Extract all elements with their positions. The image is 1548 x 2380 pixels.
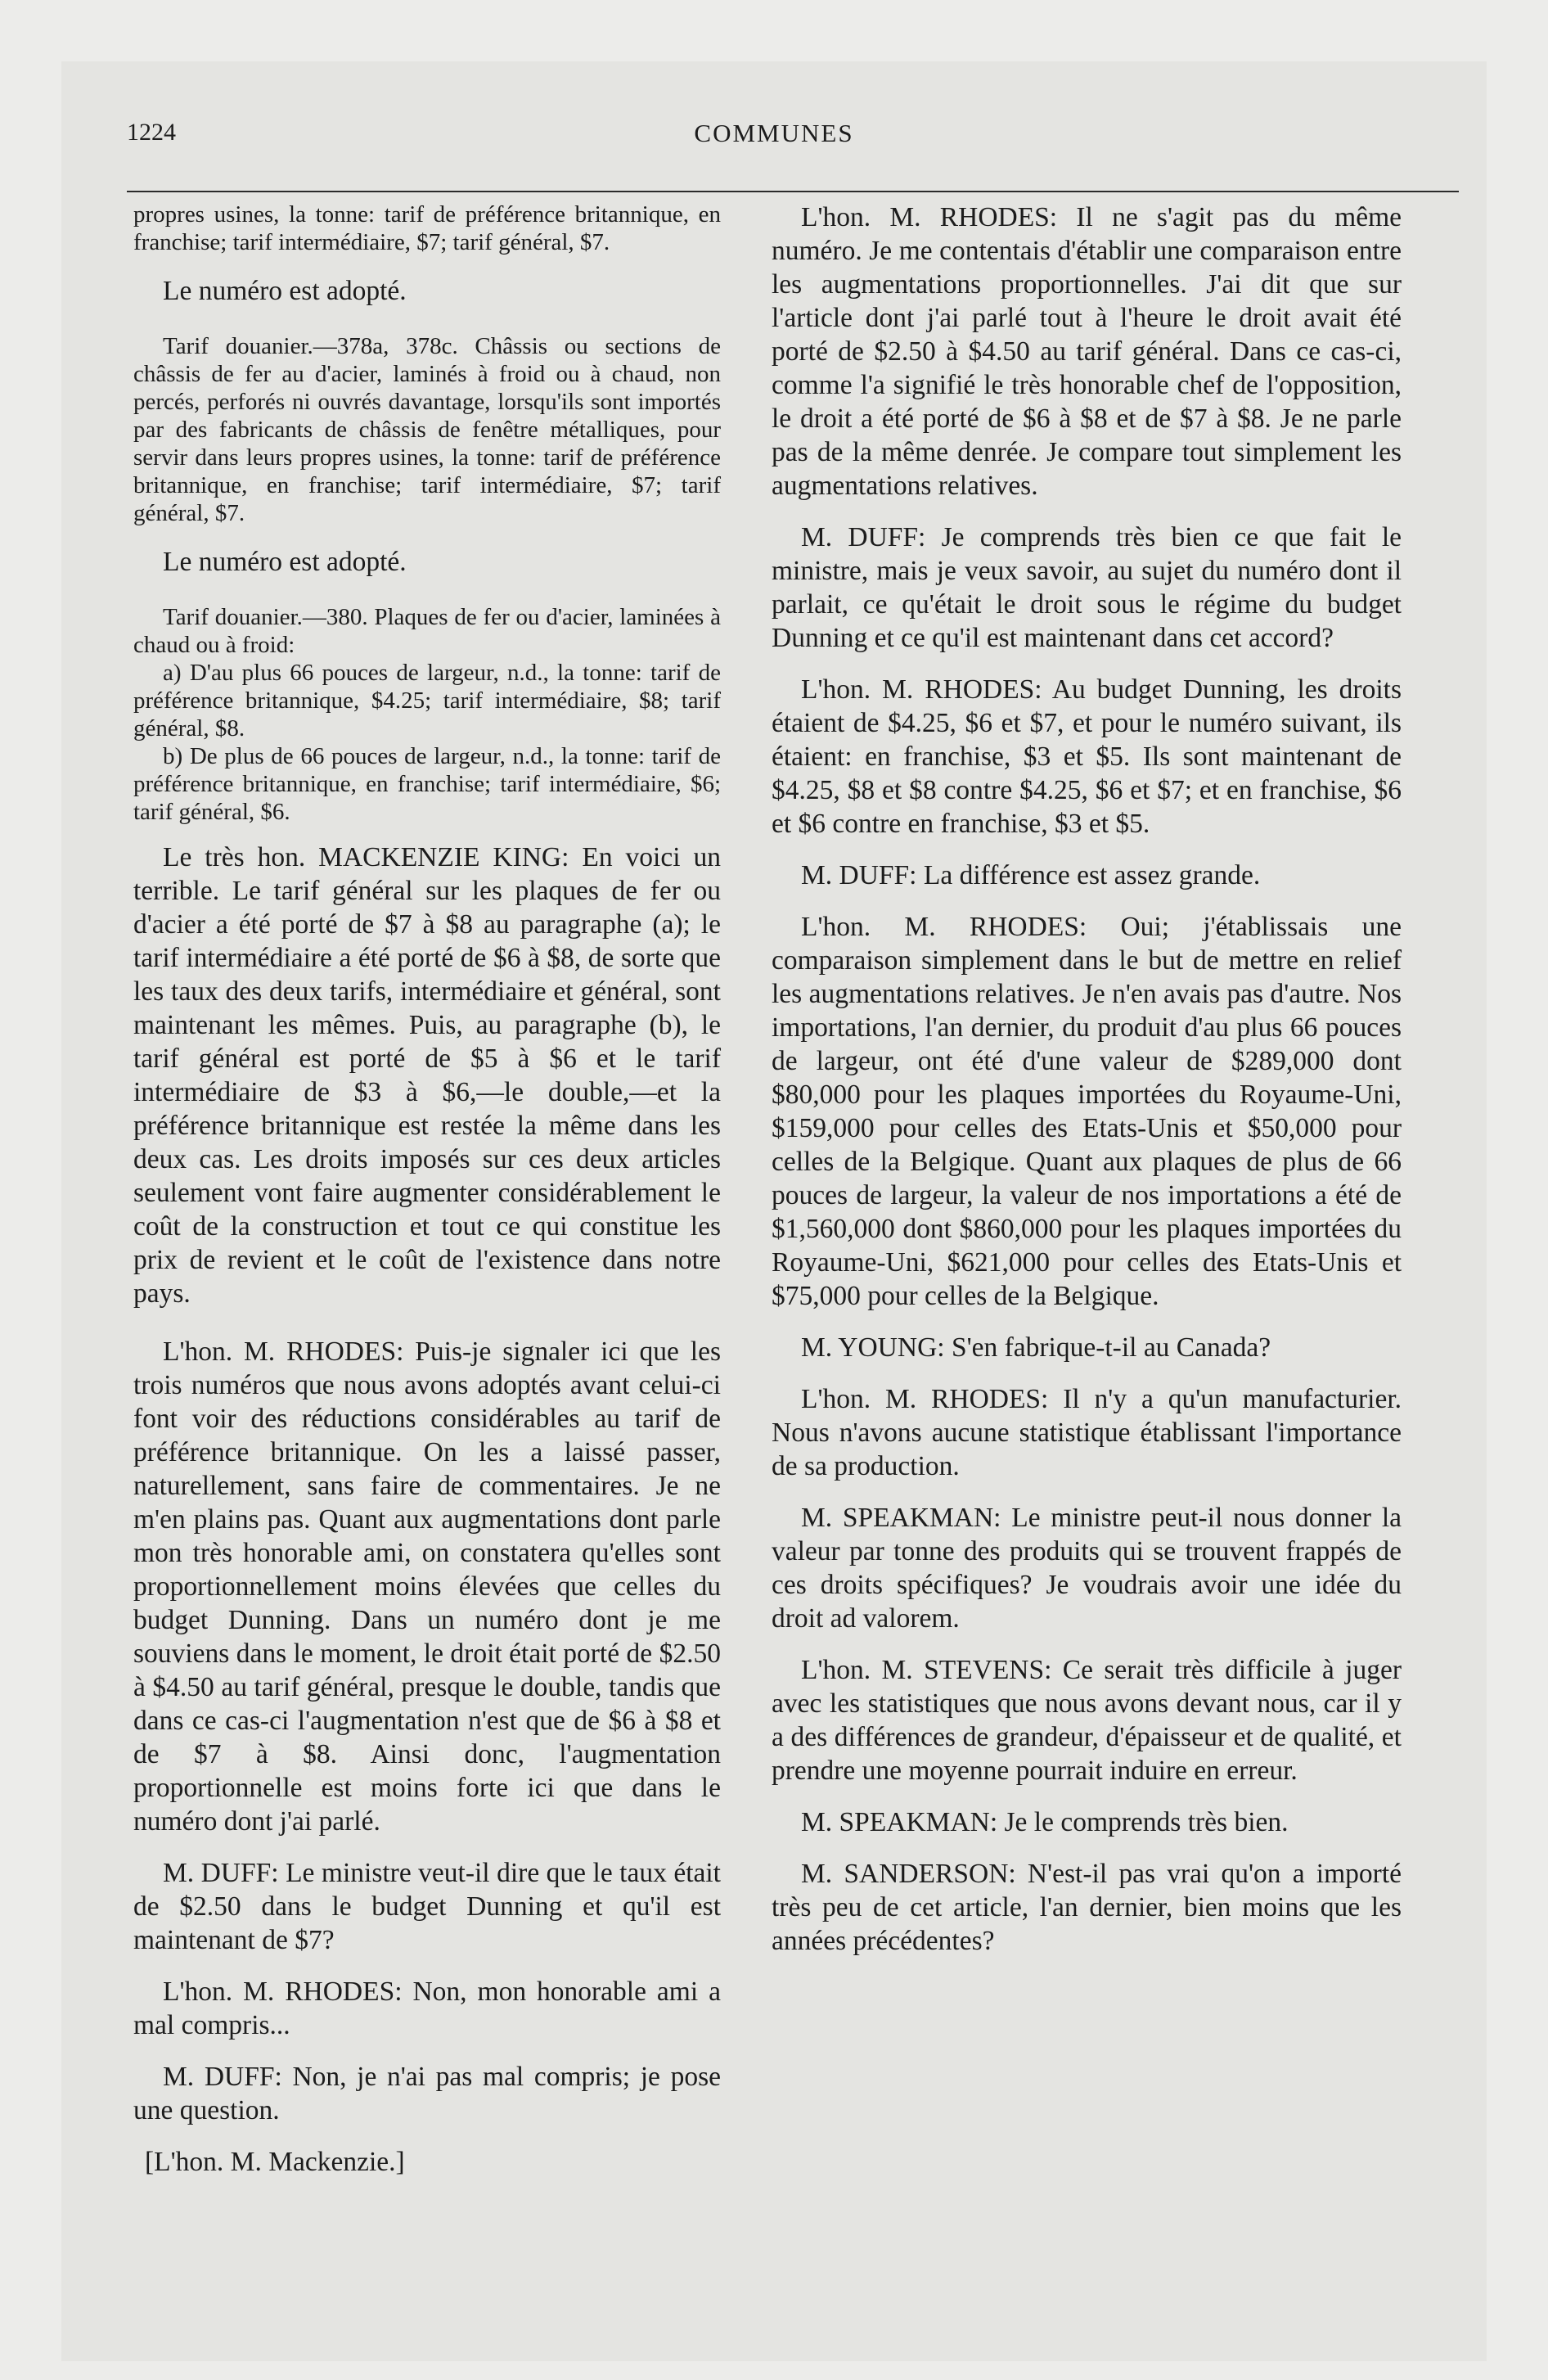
right-column <box>772 201 1402 1958</box>
paragraph: Tarif douanier.—380. Plaques de fer ou d'acier, laminées à chaud ou à froid: <box>133 604 721 658</box>
page-number: 1224 <box>127 119 176 146</box>
paragraph: M. SPEAKMAN: Je le comprends très bien. <box>801 1807 1289 1837</box>
header-rule <box>127 191 1459 192</box>
paragraph: propres usines, la tonne: tarif de préférence britannique, en franchise; tarif intermédiaire, $7; tarif général, $7. <box>133 201 721 255</box>
paragraph: Le numéro est adopté. <box>163 547 407 577</box>
page <box>61 61 1487 2361</box>
speaker-note: [L'hon. M. Mackenzie.] <box>145 2147 405 2177</box>
paragraph: M. SANDERSON: N'est-il pas vrai qu'on a importé très peu de cet article, l'an dernier, bien moins que les années précédentes? <box>772 1859 1402 1956</box>
paragraph: L'hon. M. RHODES: Il ne s'agit pas du même numéro. Je me contentais d'établir une comparaison entre les augmentations proportionnelles. J'ai dit que sur l'article dont j'ai parlé tout à l'heure le droit avait été porté de $2.50 à $4.50 au tarif général. Dans ce cas-ci, comme l'a signifié le très honorable chef de l'opposition, le droit a été porté de $6 à $8 et de $7 à $8. Je ne parle pas de la même denrée. Je compare tout simplement les augmentations relatives. <box>772 202 1402 501</box>
paragraph: M. DUFF: Je comprends très bien ce que fait le ministre, mais je veux savoir, au sujet du numéro dont il parlait, ce qu'était le droit sous le régime du budget Dunning et ce qu'il est maintenant dans cet accord? <box>772 522 1402 653</box>
paragraph: Le très hon. MACKENZIE KING: En voici un terrible. Le tarif général sur les plaques de fer ou d'acier a été porté de $7 à $8 au paragraphe (a); le tarif intermédiaire a été porté de $6 à $8, de sorte que les taux des deux tarifs, intermédiaire et général, sont maintenant les mêmes. Puis, au paragraphe (b), le tarif général est porté de $5 à $6 et le tarif intermédiaire de $3 à $6,—le double,—et la préférence britannique est restée la même dans les deux cas. Les droits imposés sur ces deux articles seulement vont faire augmenter considérablement le coût de la construction et tout ce qui constitue les prix de revient et le coût de l'existence dans notre pays. <box>133 842 721 1309</box>
paragraph: b) De plus de 66 pouces de largeur, n.d., la tonne: tarif de préférence britannique, en franchise; tarif intermédiaire, $6; tarif général, $6. <box>133 743 721 825</box>
paragraph: L'hon. M. RHODES: Oui; j'établissais une comparaison simplement dans le but de mettre en relief les augmentations relatives. Je n'en avais pas d'autre. Nos importations, l'an dernier, du produit d'au plus 66 pouces de largeur, ont été d'une valeur de $289,000 dont $80,000 pour les plaques importées du Royaume-Uni, $159,000 pour celles des Etats-Unis et $50,000 pour celles de la Belgique. Quant aux plaques de plus de 66 pouces de largeur, la valeur de nos importations a été de $1,560,000 dont $860,000 pour les plaques importées du Royaume-Uni, $621,000 pour celles des Etats-Unis et $75,000 pour celles de la Belgique. <box>772 912 1402 1311</box>
left-column <box>133 201 721 2179</box>
paragraph: L'hon. M. RHODES: Au budget Dunning, les droits étaient de $4.25, $6 et $7, et pour le numéro suivant, ils étaient: en franchise, $3 et $5. Ils sont maintenant de $4.25, $8 et $8 contre $4.25, $6 et $7; et en franchise, $6 et $6 contre en franchise, $3 et $5. <box>772 674 1402 839</box>
paragraph: M. DUFF: Non, je n'ai pas mal compris; je pose une question. <box>133 2062 721 2125</box>
paragraph: a) D'au plus 66 pouces de largeur, n.d., la tonne: tarif de préférence britannique, $4.25; tarif intermédiaire, $8; tarif général, $8. <box>133 660 721 741</box>
paragraph: L'hon. M. RHODES: Il n'y a qu'un manufacturier. Nous n'avons aucune statistique établissant l'importance de sa production. <box>772 1384 1402 1481</box>
paragraph: Le numéro est adopté. <box>163 276 407 306</box>
paragraph: M. YOUNG: S'en fabrique-t-il au Canada? <box>801 1332 1271 1363</box>
paragraph: M. SPEAKMAN: Le ministre peut-il nous donner la valeur par tonne des produits qui se trouvent frappés de ces droits spécifiques? Je voudrais avoir une idée du droit ad valorem. <box>772 1503 1402 1634</box>
paragraph: L'hon. M. STEVENS: Ce serait très difficile à juger avec les statistiques que nous avons devant nous, car il y a des différences de grandeur, d'épaisseur et de qualité, et prendre une moyenne pourrait induire en erreur. <box>772 1655 1402 1786</box>
paragraph: Tarif douanier.—378a, 378c. Châssis ou sections de châssis de fer au d'acier, laminés à froid ou à chaud, non percés, perforés ni ouvrés davantage, lorsqu'ils sont importés par des fabricants de châssis de fenêtre métalliques, pour servir dans leurs propres usines, la tonne: tarif de préférence britannique, en franchise; tarif intermédiaire, $7; tarif général, $7. <box>133 333 721 526</box>
paragraph: L'hon. M. RHODES: Puis-je signaler ici que les trois numéros que nous avons adoptés avant celui-ci font voir des réductions considérables au tarif de préférence britannique. On les a laissé passer, naturellement, sans faire de commentaires. Je ne m'en plains pas. Quant aux augmentations dont parle mon très honorable ami, on constatera qu'elles sont proportionnellement moins élevées que celles du budget Dunning. Dans un numéro dont je me souviens dans le moment, le droit était porté de $2.50 à $4.50 au tarif général, presque le double, tandis que dans ce cas-ci l'augmentation n'est que de $6 à $8 et de $7 à $8. Ainsi donc, l'augmentation proportionnelle est moins forte ici que dans le numéro dont j'ai parlé. <box>133 1336 721 1837</box>
paragraph: M. DUFF: La différence est assez grande. <box>801 860 1261 890</box>
paragraph: L'hon. M. RHODES: Non, mon honorable ami a mal compris... <box>133 1977 721 2040</box>
running-head <box>61 119 1487 160</box>
page-title: COMMUNES <box>694 119 854 147</box>
paragraph: M. DUFF: Le ministre veut-il dire que le taux était de $2.50 dans le budget Dunning et qu'il est maintenant de $7? <box>133 1858 721 1955</box>
